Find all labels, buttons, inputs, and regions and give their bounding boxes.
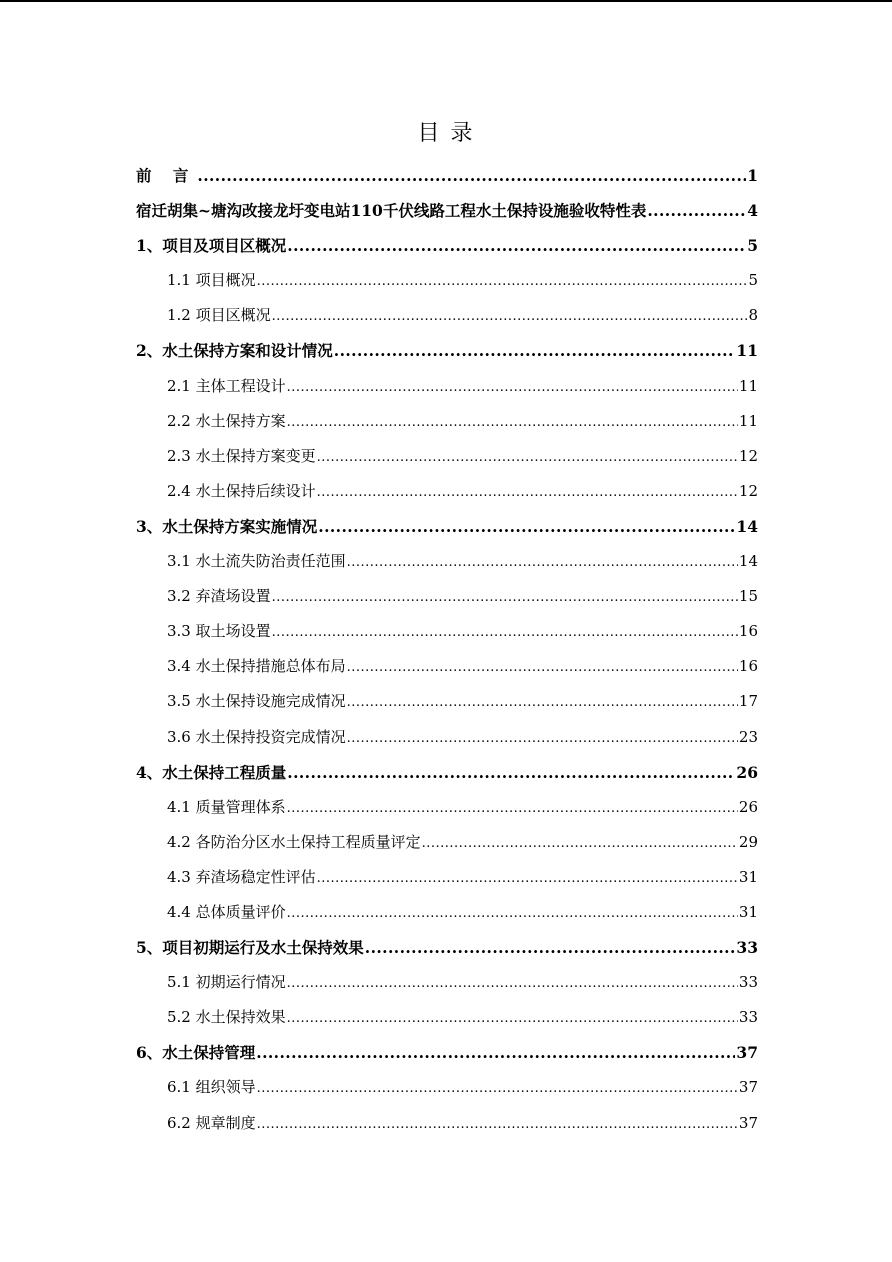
- page-title: 目 录: [417, 121, 475, 146]
- toc-entry-page-number: 31: [738, 902, 758, 921]
- toc-entry-label: 6.1 组织领导: [167, 1078, 256, 1097]
- toc-entry-page-number: 5: [747, 236, 758, 256]
- toc-entry-section[interactable]: [136, 263, 758, 298]
- toc-entry-section[interactable]: [136, 790, 758, 825]
- toc-dot-leader: [272, 579, 738, 615]
- toc-entry-page-number: 33: [736, 938, 758, 958]
- toc-entry-page-number: 11: [738, 376, 758, 395]
- toc-dot-leader: [317, 474, 738, 510]
- toc-entry-page-number: 8: [748, 306, 758, 325]
- toc-entry-label: 5.2 水土保持效果: [167, 1008, 286, 1027]
- toc-entry-label: 宿迁胡集~塘沟改接龙圩变电站110千伏线路工程水土保持设施验收特性表: [136, 201, 647, 221]
- toc-entry-section[interactable]: [136, 895, 758, 930]
- toc-entry-label: 1.2 项目区概况: [167, 306, 271, 325]
- toc-entry-chapter[interactable]: [136, 1035, 758, 1070]
- toc-entry-section[interactable]: [136, 474, 758, 509]
- toc-entry-page-number: 31: [738, 867, 758, 886]
- toc-entry-page-number: 14: [738, 552, 758, 571]
- toc-entry-label: 3.5 水土保持设施完成情况: [167, 692, 346, 711]
- toc-entry-page-number: 26: [738, 797, 758, 816]
- toc-entry-chapter[interactable]: [136, 930, 758, 965]
- toc-entry-label: 1.1 项目概况: [167, 271, 256, 290]
- toc-entry-section[interactable]: [136, 720, 758, 755]
- toc-entry-label: 2.2 水土保持方案: [167, 411, 286, 430]
- toc-entry-label: 5、项目初期运行及水土保持效果: [136, 938, 364, 958]
- toc-dot-leader: [347, 684, 738, 720]
- toc-entry-label: 4、水土保持工程质量: [136, 762, 287, 782]
- toc-dot-leader: [256, 1035, 735, 1070]
- toc-entry-page-number: 33: [738, 1008, 758, 1027]
- toc-dot-leader: [347, 720, 738, 756]
- toc-entry-page-number: 37: [736, 1043, 758, 1063]
- toc-entry-page-number: 17: [738, 692, 758, 711]
- toc-dot-leader: [347, 649, 738, 685]
- toc-dot-leader: [197, 158, 746, 193]
- toc-entry-section[interactable]: [136, 1106, 758, 1141]
- toc-entry-label: 2.4 水土保持后续设计: [167, 481, 316, 500]
- toc-entry-page-number: 29: [738, 832, 758, 851]
- toc-dot-leader: [334, 333, 736, 368]
- toc-dot-leader: [272, 614, 738, 650]
- toc-entry-label: 前 言: [136, 166, 197, 185]
- toc-dot-leader: [287, 790, 738, 826]
- toc-dot-leader: [317, 439, 738, 475]
- toc-entry-section[interactable]: [136, 825, 758, 860]
- toc-dot-leader: [257, 1070, 738, 1106]
- toc-dot-leader: [287, 369, 738, 405]
- toc-entry-page-number: 1: [747, 166, 758, 185]
- toc-entry-chapter[interactable]: [136, 193, 758, 228]
- toc-dot-leader: [422, 825, 738, 861]
- toc-entry-page-number: 4: [747, 201, 758, 221]
- toc-entry-page-number: 26: [736, 762, 758, 782]
- toc-entry-label: 3.4 水土保持措施总体布局: [167, 657, 346, 676]
- toc-entry-page-number: 5: [748, 271, 758, 290]
- toc-entry-chapter[interactable]: [136, 333, 758, 368]
- toc-entry-page-number: 33: [738, 973, 758, 992]
- toc-dot-leader: [257, 263, 748, 299]
- toc-dot-leader: [287, 755, 735, 790]
- toc-entry-page-number: 16: [738, 622, 758, 641]
- toc-entry-label: 4.2 各防治分区水土保持工程质量评定: [167, 832, 421, 851]
- table-of-contents: [136, 158, 758, 1141]
- toc-entry-chapter[interactable]: [136, 509, 758, 544]
- toc-dot-leader: [347, 544, 738, 580]
- toc-entry-chapter[interactable]: [136, 228, 758, 263]
- toc-entry-section[interactable]: [136, 860, 758, 895]
- toc-entry-section[interactable]: [136, 544, 758, 579]
- toc-entry-section[interactable]: [136, 614, 758, 649]
- toc-dot-leader: [287, 228, 746, 263]
- top-border-line: [0, 0, 892, 2]
- toc-entry-page-number: 16: [738, 657, 758, 676]
- toc-entry-label: 5.1 初期运行情况: [167, 973, 286, 992]
- toc-entry-section[interactable]: [136, 684, 758, 719]
- toc-entry-label: 1、项目及项目区概况: [136, 236, 287, 256]
- toc-entry-label: 6.2 规章制度: [167, 1113, 256, 1132]
- toc-entry-section[interactable]: [136, 369, 758, 404]
- toc-dot-leader: [318, 509, 735, 544]
- toc-entry-section[interactable]: [136, 439, 758, 474]
- toc-entry-label: 4.4 总体质量评价: [167, 902, 286, 921]
- toc-entry-label: 3.3 取土场设置: [167, 622, 271, 641]
- toc-dot-leader: [317, 860, 738, 896]
- toc-entry-page-number: 37: [738, 1113, 758, 1132]
- toc-dot-leader: [647, 193, 746, 228]
- toc-entry-section[interactable]: [136, 1000, 758, 1035]
- toc-entry-page-number: 23: [738, 727, 758, 746]
- toc-dot-leader: [287, 1000, 738, 1036]
- toc-entry-label: 4.1 质量管理体系: [167, 797, 286, 816]
- toc-dot-leader: [365, 930, 736, 965]
- toc-entry-chapter[interactable]: [136, 158, 758, 193]
- toc-entry-label: 3.6 水土保持投资完成情况: [167, 727, 346, 746]
- toc-entry-label: 3.2 弃渣场设置: [167, 587, 271, 606]
- toc-dot-leader: [257, 1106, 738, 1142]
- toc-dot-leader: [272, 298, 748, 334]
- toc-entry-label: 2.3 水土保持方案变更: [167, 446, 316, 465]
- toc-entry-page-number: 12: [738, 481, 758, 500]
- toc-dot-leader: [287, 965, 738, 1001]
- toc-entry-page-number: 37: [738, 1078, 758, 1097]
- toc-entry-section[interactable]: [136, 298, 758, 333]
- toc-entry-section[interactable]: [136, 404, 758, 439]
- toc-entry-label: 6、水土保持管理: [136, 1043, 256, 1063]
- toc-entry-label: 2、水土保持方案和设计情况: [136, 341, 333, 361]
- toc-entry-chapter[interactable]: [136, 755, 758, 790]
- toc-entry-label: 3.1 水土流失防治责任范围: [167, 552, 346, 571]
- toc-entry-page-number: 14: [736, 516, 758, 536]
- toc-entry-section[interactable]: [136, 649, 758, 684]
- toc-entry-label: 2.1 主体工程设计: [167, 376, 286, 395]
- toc-dot-leader: [287, 404, 738, 440]
- toc-entry-label: 4.3 弃渣场稳定性评估: [167, 867, 316, 886]
- toc-dot-leader: [287, 895, 738, 931]
- toc-entry-section[interactable]: [136, 965, 758, 1000]
- toc-entry-page-number: 15: [738, 587, 758, 606]
- toc-entry-page-number: 11: [736, 341, 758, 361]
- toc-entry-section[interactable]: [136, 579, 758, 614]
- toc-entry-page-number: 12: [738, 446, 758, 465]
- toc-entry-label: 3、水土保持方案实施情况: [136, 516, 318, 536]
- toc-entry-page-number: 11: [738, 411, 758, 430]
- toc-entry-section[interactable]: [136, 1070, 758, 1105]
